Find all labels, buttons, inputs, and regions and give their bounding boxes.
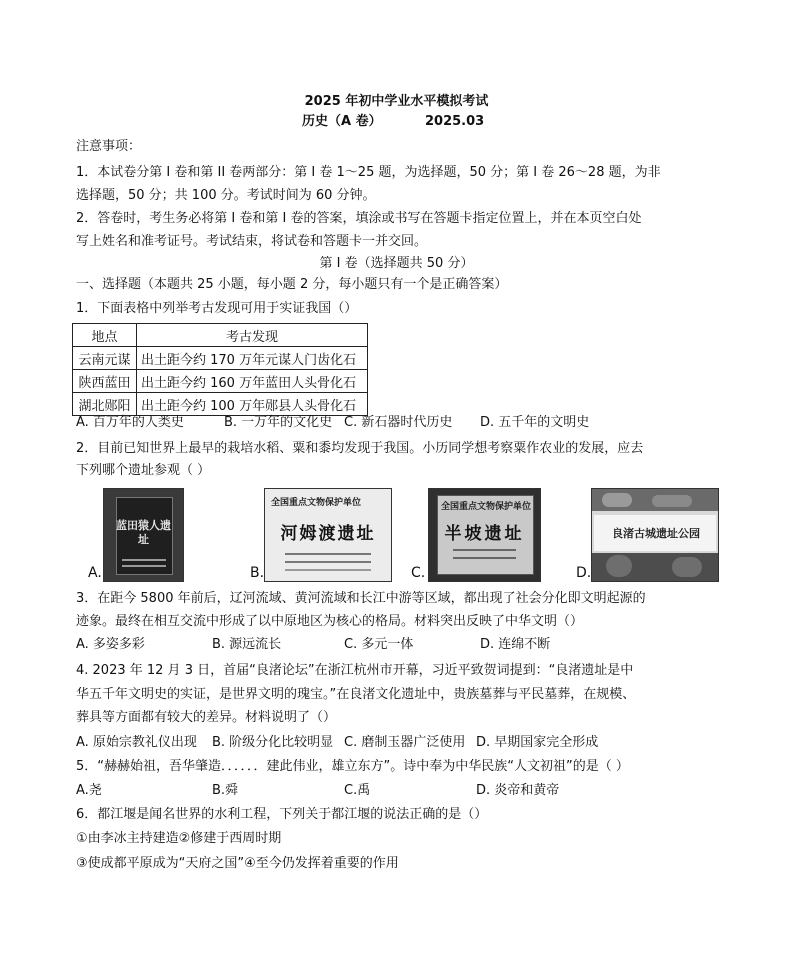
table-row xyxy=(73,370,368,393)
table-row xyxy=(73,393,368,416)
q2-image-a xyxy=(103,488,184,582)
q3-option-c: C. 多元一体 xyxy=(344,637,414,652)
q5-stem: 5．“赫赫始祖，吾华肇造．．．．．．建此伟业，雄立东方”。诗中奉为中华民族“人文初祖”的是（ ） xyxy=(76,759,629,774)
exam-date: 2025.03 xyxy=(425,114,485,129)
q5-option-a: A.尧 xyxy=(76,783,102,798)
q2-image-d xyxy=(591,488,719,582)
q2-image-c-label: C. xyxy=(411,565,426,581)
q2-image-c xyxy=(428,488,541,582)
q2-image-d-sign: 良渚古城遗址公园 xyxy=(612,527,700,540)
q1-option-d: D. 五千年的文明史 xyxy=(480,415,590,430)
table-header-row xyxy=(73,324,368,347)
q4-stem-line2: 华五千年文明史的实证，是世界文明的瑰宝。”在良渚文化遗址中，贵族墓葬与平民墓葬，在规模、 xyxy=(76,687,636,702)
table-cell-place: 云南元谋 xyxy=(73,347,137,370)
q2-image-a-label: A. xyxy=(88,565,102,581)
q2-image-b-label: B. xyxy=(250,565,265,581)
q5-option-b: B.舜 xyxy=(212,783,239,798)
q1-option-b: B. 一万年的文化史 xyxy=(224,415,333,430)
q3-option-b: B. 源远流长 xyxy=(212,637,282,652)
q2-image-b-sign: 河姆渡遗址 xyxy=(280,524,376,544)
q4-stem-line3: 葬具等方面都有较大的差异。材料说明了（） xyxy=(76,710,337,725)
q2-stem-line1: 2．目前已知世界上最早的栽培水稻、粟和黍均发现于我国。小历同学想考察粟作农业的发展，应去 xyxy=(76,441,644,456)
q4-option-d: D. 早期国家完全形成 xyxy=(476,735,599,750)
table-header-place: 地点 xyxy=(73,324,137,347)
q1-option-c: C. 新石器时代历史 xyxy=(344,415,453,430)
q2-stem-line2: 下列哪个遗址参观（ ） xyxy=(76,463,211,478)
notice-heading: 注意事项： xyxy=(76,139,142,154)
section-instructions: 一、选择题（本题共 25 小题，每小题 2 分，每小题只有一个是正确答案） xyxy=(76,277,508,292)
q3-stem-line2: 迹象。最终在相互交流中形成了以中原地区为核心的格局。材料突出反映了中华文明（） xyxy=(76,614,584,629)
table-row xyxy=(73,347,368,370)
table-cell-finding: 出土距今约 160 万年蓝田人头骨化石 xyxy=(137,370,368,393)
q2-image-c-header: 全国重点文物保护单位 xyxy=(441,502,532,512)
q6-stem: 6．都江堰是闻名世界的水利工程，下列关于都江堰的说法正确的是（） xyxy=(76,807,488,822)
q2-image-b-header: 全国重点文物保护单位 xyxy=(271,498,362,508)
notice-item1-line2: 选择题，50 分；共 100 分。考试时间为 60 分钟。 xyxy=(76,188,376,203)
q6-statement-line2: ③使成都平原成为“天府之国”④至今仍发挥着重要的作用 xyxy=(76,856,399,871)
q4-option-c: C. 磨制玉器广泛使用 xyxy=(344,735,466,750)
notice-item1-line1: 1．本试卷分第 I 卷和第 II 卷两部分：第 I 卷 1～25 题，为选择题，50 分；第 I 卷 26～28 题，为非 xyxy=(76,165,661,180)
q4-option-b: B. 阶级分化比较明显 xyxy=(212,735,334,750)
section-title: 第 I 卷（选择题共 50 分） xyxy=(319,256,474,271)
q2-image-b xyxy=(264,488,392,582)
notice-item2-line1: 2．答卷时，考生务必将第 I 卷和第 I 卷的答案，填涂或书写在答题卡指定位置上，并在本页空白处 xyxy=(76,211,642,226)
q6-statement-line1: ①由李冰主持建造②修建于西周时期 xyxy=(76,831,282,846)
q5-option-d: D. 炎帝和黄帝 xyxy=(476,783,560,798)
q2-image-d-label: D. xyxy=(576,565,592,581)
notice-item2-line2: 写上姓名和准考证号。考试结束，将试卷和答题卡一并交回。 xyxy=(76,234,428,249)
table-cell-place: 湖北郧阳 xyxy=(73,393,137,416)
q1-option-a: A. 百万年的人类史 xyxy=(76,415,184,430)
table-cell-place: 陕西蓝田 xyxy=(73,370,137,393)
q3-stem-line1: 3．在距今 5800 年前后，辽河流域、黄河流域和长江中游等区域，都出现了社会分化即文明起源的 xyxy=(76,591,646,606)
exam-title: 2025 年初中学业水平模拟考试 xyxy=(304,94,489,109)
q1-stem: 1．下面表格中列举考古发现可用于实证我国（） xyxy=(76,301,358,316)
table-cell-finding: 出土距今约 170 万年元谋人门齿化石 xyxy=(137,347,368,370)
q3-option-a: A. 多姿多彩 xyxy=(76,637,145,652)
q2-image-c-sign: 半坡遗址 xyxy=(444,524,525,544)
exam-subject: 历史（A 卷） xyxy=(302,114,382,129)
q5-option-c: C.禹 xyxy=(344,783,371,798)
q3-option-d: D. 连绵不断 xyxy=(480,637,551,652)
q4-option-a: A. 原始宗教礼仪出现 xyxy=(76,735,197,750)
q2-image-a-sign: 蓝田猿人遗址 xyxy=(116,519,171,546)
q4-stem-line1: 4. 2023 年 12 月 3 日，首届“良渚论坛”在浙江杭州市开幕，习近平致贺词提到：“良渚遗址是中 xyxy=(76,663,634,678)
archaeology-table xyxy=(72,323,368,416)
table-header-finding: 考古发现 xyxy=(137,324,368,347)
table-cell-finding: 出土距今约 100 万年郧县人头骨化石 xyxy=(137,393,368,416)
